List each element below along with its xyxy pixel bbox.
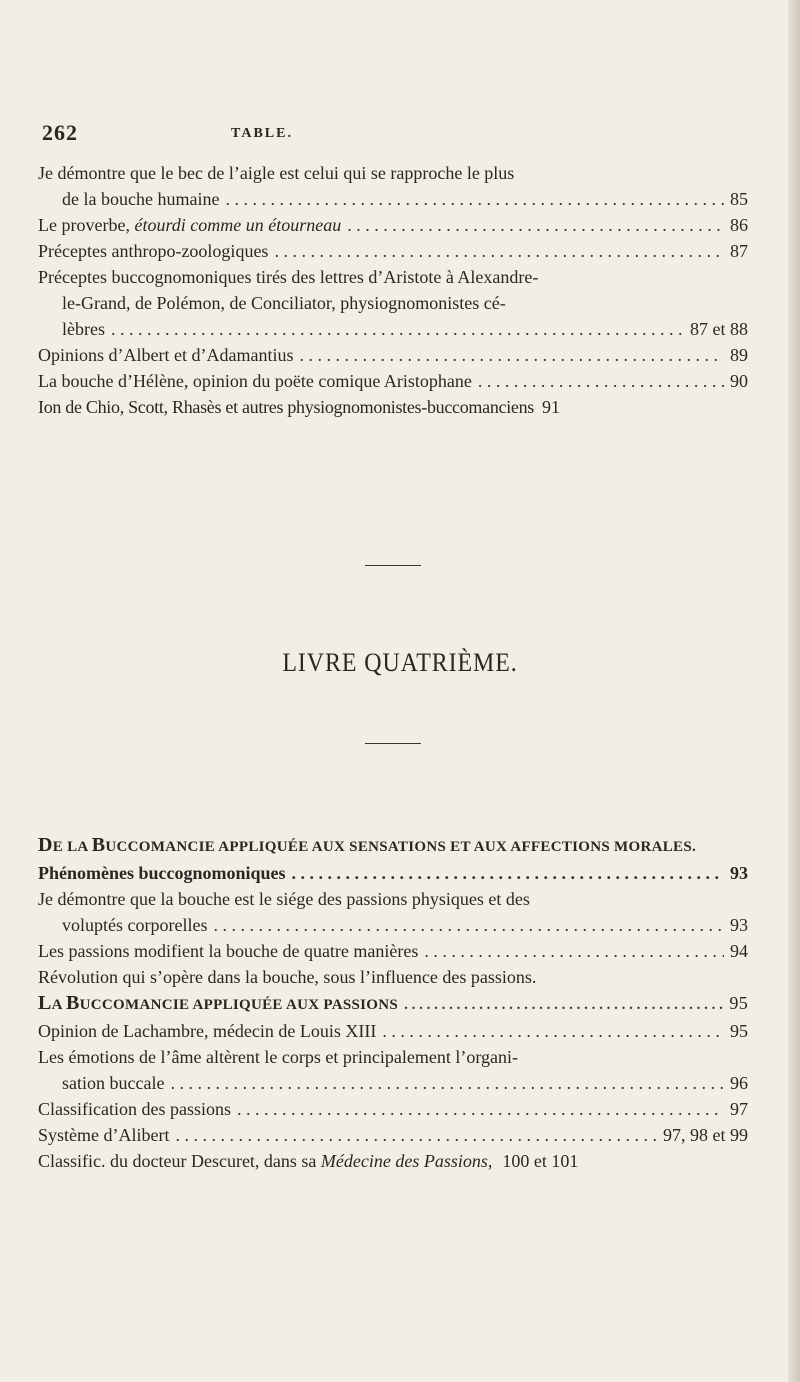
toc-page-ref: 90	[730, 371, 748, 391]
toc-entry	[38, 938, 748, 964]
section-rule-bottom	[365, 743, 421, 744]
toc-entry-text: Opinions d’Albert et d’Adamantius	[38, 345, 294, 365]
toc-entry-text: Opinion de Lachambre, médecin de Louis XIII	[38, 1021, 377, 1041]
book-title: LIVRE QUATRIÈME.	[282, 648, 518, 677]
toc-entry	[38, 212, 748, 238]
dot-leader	[299, 342, 724, 368]
toc-entry-text: Classification des passions	[38, 1099, 231, 1119]
toc-page-ref: 87	[730, 241, 748, 261]
toc-entry-text: Préceptes anthropo-zoologiques	[38, 241, 269, 261]
toc-entry-line: Préceptes buccognomoniques tirés des lettres d’Aristote à Alexandre-	[38, 267, 539, 287]
dot-leader	[225, 186, 724, 212]
toc-entry-last-line	[38, 394, 748, 420]
dot-leader	[213, 912, 724, 938]
toc-entry-text: Ion de Chio, Scott, Rhasès et autres physiognomonistes-buccomanciens	[38, 397, 535, 417]
toc-entry	[38, 886, 748, 938]
dot-leader	[292, 860, 724, 886]
dot-leader	[274, 238, 724, 264]
section-heading: LA BUCCOMANCIE APPLIQUÉE AUX PASSIONS . . . 95	[38, 990, 748, 1018]
toc-entry-text: Classific. du docteur Descuret, dans sa Médecine des Passions,	[38, 1151, 493, 1171]
toc-entry	[38, 1096, 748, 1122]
toc-entry-line: Révolution qui s’opère dans la bouche, sous l’influence des passions.	[38, 967, 537, 987]
toc-page-ref: 96	[730, 1073, 748, 1093]
toc-entry-text: Phénomènes buccognomoniques	[38, 863, 286, 883]
dot-leader	[478, 368, 724, 394]
section-heading: DE LA BUCCOMANCIE APPLIQUÉE AUX SENSATIONS ET AUX AFFECTIONS MORALES.	[38, 834, 697, 856]
toc-entry-last-line	[38, 1122, 748, 1148]
toc-entry	[38, 1122, 748, 1148]
dot-leader	[382, 1018, 724, 1044]
section-rule-top	[365, 565, 421, 566]
toc-entry-last-line	[38, 368, 748, 394]
toc-page-ref: 94	[730, 941, 748, 961]
toc-page-ref: 97	[730, 1099, 748, 1119]
toc-entry-last-line	[38, 238, 748, 264]
toc-entry-emphasis: Médecine des Passions	[320, 1151, 488, 1171]
toc-page-ref: 86	[730, 215, 748, 235]
toc-page-ref: 97, 98 et 99	[663, 1125, 748, 1145]
toc-page-ref: 93	[730, 863, 748, 883]
toc-entry-last-line	[38, 316, 748, 342]
toc-entry-emphasis: étourdi comme un étourneau	[134, 215, 342, 235]
page-edge-shadow	[788, 0, 800, 1382]
page-number: 262	[42, 120, 78, 145]
dot-leader	[175, 1122, 657, 1148]
toc-entry-last-line	[38, 1018, 748, 1044]
toc-entry-line: Je démontre que la bouche est le siége des passions physiques et des	[38, 889, 530, 909]
toc-page-ref: 87 et 88	[690, 319, 748, 339]
toc-page-ref: 85	[730, 189, 748, 209]
toc-page-ref: 91	[542, 397, 561, 417]
dot-leader	[347, 212, 724, 238]
toc-entry	[38, 964, 748, 990]
toc-page-ref: 95	[730, 1021, 748, 1041]
toc-entry-last-line	[38, 1148, 748, 1174]
toc-entry-last-line	[38, 1096, 748, 1122]
toc-bottom	[38, 832, 748, 1174]
toc-entry	[38, 264, 748, 342]
dot-leader	[237, 1096, 724, 1122]
toc-entry-text: voluptés corporelles	[62, 915, 208, 935]
toc-entry	[38, 1018, 748, 1044]
toc-entry-last-line	[38, 938, 748, 964]
toc-entry-text: Les passions modifient la bouche de quatre manières	[38, 941, 419, 961]
toc-entry	[38, 1044, 748, 1096]
toc-entry-text: sation buccale	[62, 1073, 165, 1093]
toc-entry-text: Le proverbe, étourdi comme un étourneau	[38, 215, 342, 235]
toc-entry-last-line	[38, 1070, 748, 1096]
toc-entry-text: de la bouche humaine	[62, 189, 220, 209]
toc-entry	[38, 342, 748, 368]
toc-entry-last-line	[38, 912, 748, 938]
toc-entry-text: La bouche d’Hélène, opinion du poëte comique Aristophane	[38, 371, 472, 391]
toc-entry	[38, 160, 748, 212]
toc-entry-last-line	[38, 212, 748, 238]
toc-entry-line: Je démontre que le bec de l’aigle est celui qui se rapproche le plus	[38, 163, 515, 183]
toc-entry-text: Système d’Alibert	[38, 1125, 170, 1145]
toc-entry	[38, 368, 748, 394]
toc-entry	[38, 238, 748, 264]
toc-entry	[38, 860, 748, 886]
dot-leader	[111, 316, 684, 342]
toc-page-ref: 89	[730, 345, 748, 365]
dot-leader	[170, 1070, 724, 1096]
toc-entry-line: Les émotions de l’âme altèrent le corps et principalement l’organi-	[38, 1047, 518, 1067]
dot-leader	[404, 992, 723, 1018]
toc-page-ref: 93	[730, 915, 748, 935]
running-title: TABLE.	[231, 126, 293, 141]
dot-leader	[424, 938, 724, 964]
toc-entry-line: le-Grand, de Polémon, de Conciliator, physiognomonistes cé-	[62, 293, 506, 313]
toc-entry-last-line	[38, 860, 748, 886]
page-header	[42, 120, 742, 150]
toc-entry	[38, 1148, 748, 1174]
toc-page-ref: 95	[729, 993, 748, 1013]
toc-page-ref: 100 et 101	[502, 1151, 579, 1171]
toc-entry-last-line	[38, 186, 748, 212]
toc-entry-text: lèbres	[62, 319, 105, 339]
toc-entry-last-line	[38, 342, 748, 368]
toc-entry	[38, 394, 748, 420]
toc-top	[38, 160, 748, 420]
